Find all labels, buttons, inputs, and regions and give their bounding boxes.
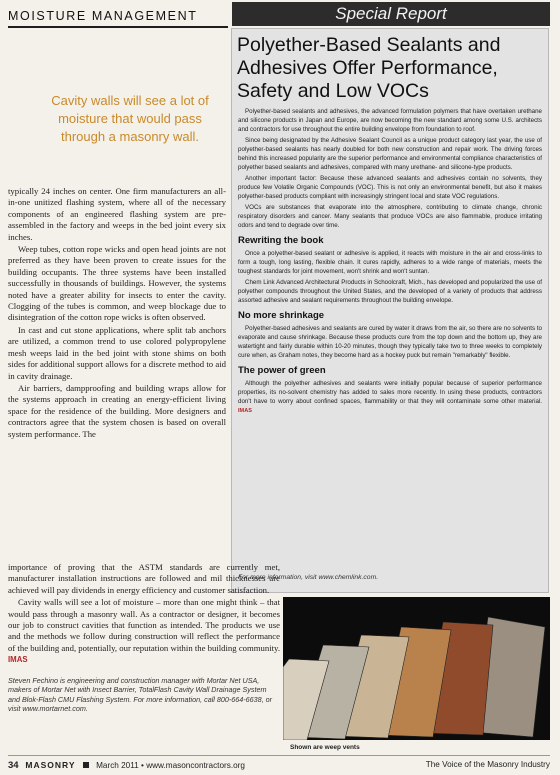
article-paragraph: Weep tubes, cotton rope wicks and open head joints are not preferred as they have been proven to create issues for the building occupants. The three systems have been installed successfully in thousands of buildings. However, the systems noted have a greater ability for insects to enter the cavity. Clogging of the tubes is common, and weep blockage due to disintegration of the cotton rope wicks is often observed. [8, 244, 226, 323]
article-paragraph-text: Cavity walls will see a lot of moisture – more than one might think – that would pass through a masonry wall. As a contractor or designer, it becomes our job to construct cavities that function as intended. The products we use and the methods we follow during construction will reflect the performance of the building and, potentially, our reputation within the building community. [8, 597, 280, 653]
footer-rule [8, 755, 550, 756]
sidebar-paragraph [238, 379, 542, 416]
square-bullet-icon [83, 762, 89, 768]
bullet: • [141, 761, 144, 770]
page-number: 34 [8, 760, 19, 771]
sidebar-subhead: No more shrinkage [238, 310, 325, 321]
photo-caption: Shown are weep vents [290, 744, 360, 751]
sidebar-subhead: The power of green [238, 365, 326, 376]
end-mark: IMAS [238, 408, 252, 414]
pull-quote: Cavity walls will see a lot of moisture that would pass through a masonry wall. [51, 93, 209, 144]
sidebar-headline: Polyether-Based Sealants and Adhesives Offer Performance, Safety and Low VOCs [237, 34, 501, 102]
article-paragraph: Air barriers, dampproofing and building wraps allow for the systems approach in creating an energy-efficient living space for the residence of the building. More designers and contractors agree that the system chosen is based on overall system performance. The [8, 382, 226, 439]
website-link[interactable]: www.masoncontractors.org [146, 761, 245, 770]
special-report-banner: Special Report [232, 2, 550, 26]
tagline: The Voice of the Masonry Industry [425, 760, 550, 769]
weep-vents-photo [283, 597, 550, 740]
article-paragraph [8, 597, 280, 665]
article-paragraph: typically 24 inches on center. One firm manufacturers an all-in-one unitized flashing system, where all of the necessary components of an engineered flashing system are pre-assembled in the factory and weeps in the bed joint every six inches. [8, 186, 226, 242]
heading-rule [8, 26, 228, 28]
issue-date: March 2011 [96, 761, 139, 770]
magazine-name: MASONRY [25, 760, 76, 770]
sidebar-subhead: Rewriting the book [238, 235, 324, 246]
sidebar-more-info: For more information, visit www.chemlink.com. [238, 574, 379, 581]
weep-vents-image [283, 597, 550, 740]
article-paragraph: In cast and cut stone applications, where split tab anchors are utilized, a common trend to use colored polypropylene mesh weeps laid in the bed joint with stone shims on both sides for additional support allows for a discrete method to aid in cavity drainage. [8, 324, 226, 381]
sidebar-paragraph: VOCs are substances that evaporate into the atmosphere, contributing to climate change, chronic respiratory disorders and cancer. Many sealants that produce VOCs are also flammable, produce irritating odors and tend to degrade over time. [238, 204, 542, 229]
sidebar-paragraph: Since being designated by the Adhesive Sealant Council as a unique product category last year, the use of polyether-based sealants has nearly doubled for both new construction and repair work. The driving forces behind this increased popularity are the superior performance and environmental compliance characteristics of polyether based sealants and adhesives, compared with many urethane- and silicone-type products. [238, 137, 542, 171]
sidebar-paragraph: Chem Link Advanced Architectural Products in Schoolcraft, Mich., has developed and popularized the use of polyether compounds throughout the United States, and the developed of a variety of products that address assorted adhesive and sealant requirements throughout the building envelope. [238, 279, 542, 304]
sidebar-body [238, 107, 542, 418]
sidebar-paragraph: Polyether-based sealants and adhesives, the advanced formulation polymers that have overtaken urethane and silicone products in Japan and Europe, are now becoming the new standard among some U.S. architects and contractors for use throughout the entire building envelope from foundation to roof. [238, 108, 542, 133]
sidebar-paragraph: Another important factor: Because these advanced sealants and adhesives contain no solvents, they produce few Volatile Organic Compounds (VOC). This is not only an environmental benefit, but also it makes polyether-based products compliant with increasingly stringent local and state VOC regulations. [238, 175, 542, 200]
sidebar-paragraph: Polyether-based adhesives and sealants are cured by water it draws from the air, so there are no solvents to evaporate and cause shrinkage. Because these products cure from the top down and the bottom up, they are watertight and fairly durable within 10-20 minutes, though they typically take two to three weeks to completely cure when, as Graham notes, they become hard as a hockey puck but remain "remarkably" flexible. [238, 325, 542, 359]
sidebar-paragraph-text: Although the polyether adhesives and sealants were initially popular because of superior performance properties, its no-solvent chemistry has added to sales more recently. In using these products, contractors don't have to worry about confined spaces, flammability or that they will contaminate some other material. [238, 380, 542, 405]
article-paragraph: importance of proving that the ASTM standards are currently met, manufacturer installation instructions are followed and mil thicknesses are achieved will pay dividends in energy efficiency and customer satisfaction. [8, 562, 280, 595]
article-column [8, 186, 226, 441]
author-bio: Steven Fechino is engineering and construction manager with Mortar Net USA, makers of Mortar Net with Insect Barrier, TotalFlash Cavity Wall Drainage System and Blok-Flash CMU Flashing System. For more information, call 800-664-6638, or visit www.mortarnet.com. [8, 676, 273, 714]
sidebar-paragraph: Once a polyether-based sealant or adhesive is applied, it reacts with moisture in the air and cross-links to form a tough, long lasting, flexible chain. It cures rapidly, adheres to a wide range of materials, meets the toughest standards for joint movement, won't shrink and won't suntan. [238, 250, 542, 275]
article-column-wide [8, 562, 280, 667]
section-heading: MOISTURE MANAGEMENT [8, 9, 198, 23]
end-mark: IMAS [8, 655, 28, 665]
page-footer [8, 760, 550, 771]
